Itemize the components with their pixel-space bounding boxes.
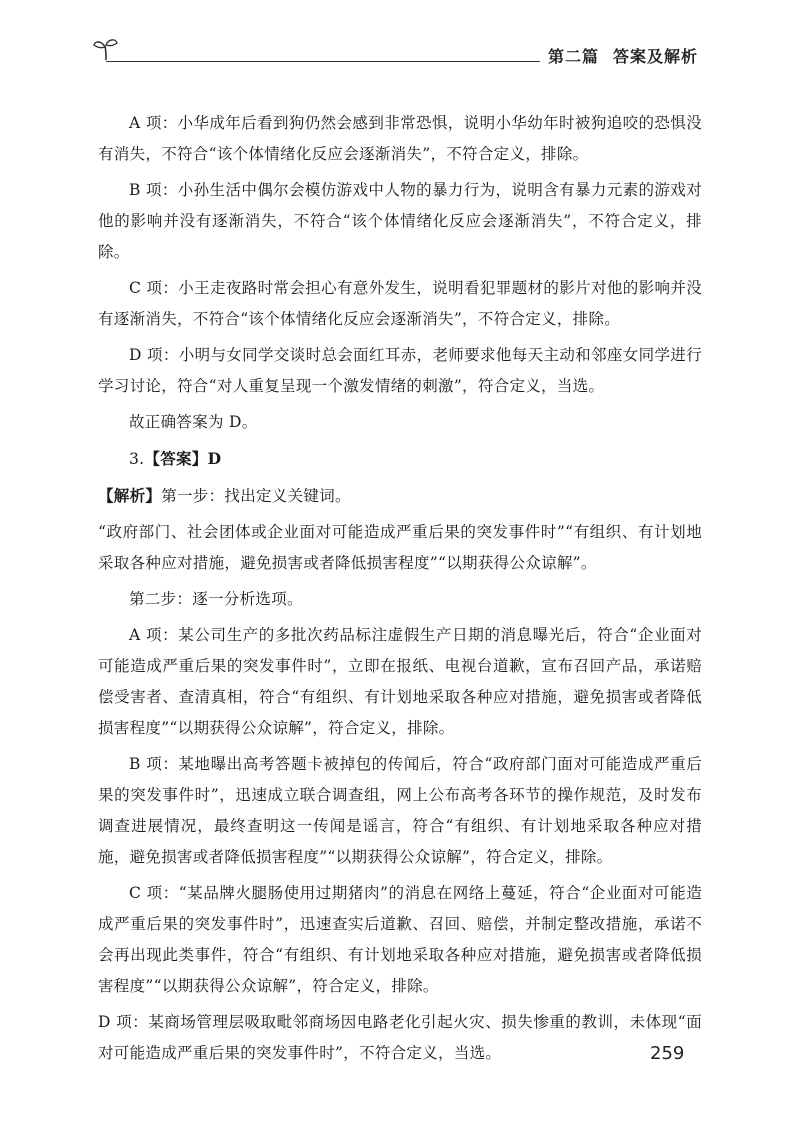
analysis-step-1: 第一步：找出定义关键词。 <box>161 487 351 505</box>
page-number: 259 <box>650 1043 685 1064</box>
page-content <box>98 108 702 1074</box>
header-part: 第二篇 <box>547 47 599 66</box>
header-rule <box>106 61 540 62</box>
header-section-title: 答案及解析 <box>612 47 698 66</box>
page-header <box>92 34 710 74</box>
paragraph-option-b-q2: B 项：小孙生活中偶尔会模仿游戏中人物的暴力行为，说明含有暴力元素的游戏对他的影响并没有逐渐消失，不符合“该个体情绪化反应会逐渐消失”，不符合定义，排除。 <box>98 181 702 261</box>
paragraph-option-a-q3: A 项：某公司生产的多批次药品标注虚假生产日期的消息曝光后，符合“企业面对可能造成严重后果的突发事件时”，立即在报纸、电视台道歉，宣布召回产品，承诺赔偿受害者、查清真相，符合“有组织、有计划地采取各种应对措施，避免损害或者降低损害程度”“以期获得公众谅解”，符合定义，排除。 <box>98 626 702 737</box>
paragraph-correct-answer-q2: 故正确答案为 D。 <box>129 413 258 431</box>
analysis-heading <box>98 480 702 512</box>
paragraph-option-c-q2: C 项：小王走夜路时常会担心有意外发生，说明看犯罪题材的影片对他的影响并没有逐渐消失，不符合“该个体情绪化反应会逐渐消失”，不符合定义，排除。 <box>98 279 702 328</box>
paragraph-option-c-q3: C 项：“某品牌火腿肠使用过期猪肉”的消息在网络上蔓延，符合“企业面对可能造成严重后果的突发事件时”，迅速查实后道歉、召回、赔偿，并制定整改措施，承诺不会再出现此类事件，符合“有组织、有计划地采取各种应对措施，避免损害或者降低损害程度”“以期获得公众谅解”，符合定义，排除。 <box>98 884 702 995</box>
analysis-label: 【解析】 <box>98 486 162 505</box>
paragraph-option-d-q2: D 项：小明与女同学交谈时总会面红耳赤，老师要求他每天主动和邻座女同学进行学习讨论，符合“对人重复呈现一个激发情绪的刺激”，符合定义，当选。 <box>98 346 702 395</box>
sprout-icon <box>92 36 120 62</box>
header-title <box>548 44 698 67</box>
paragraph-step-2: 第二步：逐一分析选项。 <box>129 590 303 608</box>
answer-value: D <box>207 449 222 468</box>
answer-label: 【答案】 <box>144 449 208 468</box>
question-number: 3. <box>129 450 145 468</box>
paragraph-definition-keywords: “政府部门、社会团体或企业面对可能造成严重后果的突发事件时”“有组织、有计划地采取各种应对措施，避免损害或者降低损害程度”“以期获得公众谅解”。 <box>98 523 702 572</box>
paragraph-option-a-q2: A 项：小华成年后看到狗仍然会感到非常恐惧，说明小华幼年时被狗追咬的恐惧没有消失，不符合“该个体情绪化反应会逐渐消失”，不符合定义，排除。 <box>98 114 702 163</box>
paragraph-option-d-q3: D 项：某商场管理层吸取毗邻商场因电路老化引起火灾、损失惨重的教训，未体现“面对可能造成严重后果的突发事件时”，不符合定义，当选。 <box>98 1013 702 1062</box>
question-3-answer <box>98 443 702 475</box>
paragraph-option-b-q3: B 项：某地曝出高考答题卡被掉包的传闻后，符合“政府部门面对可能造成严重后果的突发事件时”，迅速成立联合调查组，网上公布高考各环节的操作规范，及时发布调查进展情况，最终查明这一传闻是谣言，符合“有组织、有计划地采取各种应对措施，避免损害或者降低损害程度”“以期获得公众谅解”，符合定义，排除。 <box>98 755 702 866</box>
